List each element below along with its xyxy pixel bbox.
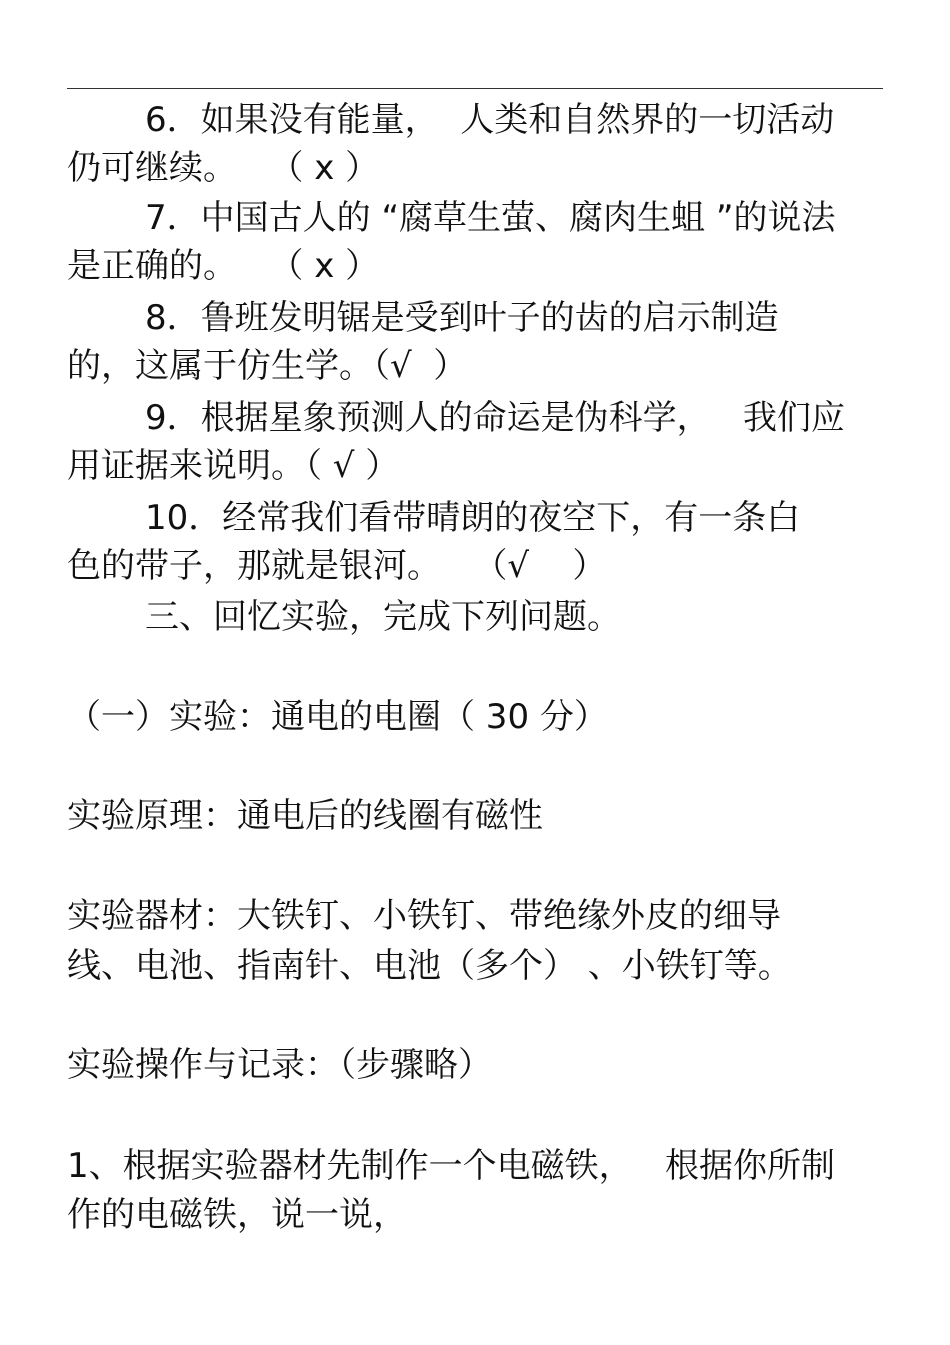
experiment-principle: 实验原理：通电后的线圈有磁性 [67, 796, 543, 836]
question-7-line-2: 是正确的。 （ x ） [67, 246, 380, 286]
question-10-line-2: 色的带子，那就是银河。 （√ ） [67, 546, 607, 586]
question-7-line-1: 7．中国古人的 “腐草生萤、腐肉生蛆 ”的说法 [145, 198, 836, 238]
experiment-title: （一）实验：通电的电圈（ 30 分） [67, 697, 608, 737]
task-1-line-1: 1、根据实验器材先制作一个电磁铁， 根据你所制 [67, 1146, 836, 1186]
question-9-line-2: 用证据来说明。（ √ ） [67, 446, 400, 486]
question-10-line-1: 10．经常我们看带晴朗的夜空下，有一条白 [145, 498, 801, 538]
top-rule [67, 88, 883, 89]
question-8-line-1: 8．鲁班发明锯是受到叶子的齿的启示制造 [145, 298, 779, 338]
experiment-materials-line-1: 实验器材：大铁钉、小铁钉、带绝缘外皮的细导 [67, 896, 781, 936]
section-heading: 三、回忆实验，完成下列问题。 [145, 597, 621, 637]
question-6-line-2: 仍可继续。 （ x ） [67, 148, 380, 188]
question-8-line-2: 的，这属于仿生学。（√ ） [67, 346, 468, 386]
question-9-line-1: 9．根据星象预测人的命运是伪科学， 我们应 [145, 398, 846, 438]
question-6-line-1: 6．如果没有能量， 人类和自然界的一切活动 [145, 100, 835, 140]
task-1-line-2: 作的电磁铁，说一说， [67, 1195, 407, 1235]
experiment-procedure: 实验操作与记录：（步骤略） [67, 1045, 492, 1085]
experiment-materials-line-2: 线、电池、指南针、电池（多个） 、小铁钉等。 [67, 946, 792, 986]
